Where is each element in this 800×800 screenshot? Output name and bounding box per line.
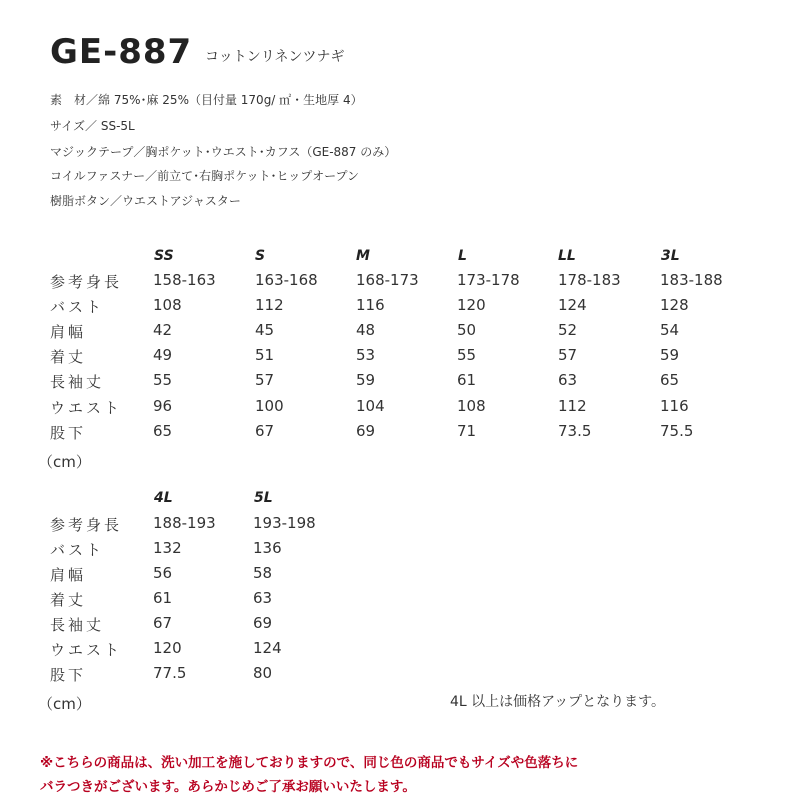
table-cell: 55 <box>153 371 173 389</box>
row-label-waist: ウエスト <box>50 641 123 659</box>
row-label-sleeve: 長袖丈 <box>50 616 105 634</box>
row-label-height: 参考身長 <box>50 273 123 291</box>
spec-zipper: コイルファスナー／前立て･右胸ポケット･ヒップオープン <box>50 169 360 183</box>
table-cell: 54 <box>660 321 680 339</box>
table-cell: 108 <box>457 397 486 415</box>
table-cell: 59 <box>660 346 680 364</box>
table-cell: 120 <box>153 639 182 657</box>
table-cell: 61 <box>153 589 173 607</box>
table-cell: 75.5 <box>660 422 694 440</box>
table-cell: 80 <box>253 664 273 682</box>
table-cell: 128 <box>660 296 689 314</box>
size-header-5l: 5L <box>254 490 273 506</box>
table-cell: 45 <box>255 321 275 339</box>
unit-label: （cm） <box>38 695 91 713</box>
table-cell: 52 <box>558 321 578 339</box>
size-header-m: M <box>356 248 370 264</box>
row-label-bust: バスト <box>50 541 105 559</box>
table-cell: 69 <box>253 614 273 632</box>
table-cell: 100 <box>255 397 284 415</box>
row-label-inseam: 股下 <box>50 666 87 684</box>
row-label-length: 着丈 <box>50 348 87 366</box>
spec-button: 樹脂ボタン／ウエストアジャスター <box>50 194 241 208</box>
spec-velcro: マジックテープ／胸ポケット･ウエスト･カフス（GE-887 のみ） <box>50 145 397 159</box>
row-label-shoulder: 肩幅 <box>50 323 87 341</box>
row-label-height: 参考身長 <box>50 516 123 534</box>
product-name: コットンリネンツナギ <box>205 49 345 65</box>
table-cell: 73.5 <box>558 422 592 440</box>
unit-label: （cm） <box>38 453 91 471</box>
table-cell: 136 <box>253 539 282 557</box>
size-header-l: L <box>458 248 467 264</box>
table-cell: 173-178 <box>457 271 520 289</box>
row-label-inseam: 股下 <box>50 424 87 442</box>
table-cell: 116 <box>660 397 689 415</box>
table-cell: 132 <box>153 539 182 557</box>
spec-size-range: サイズ／ SS-5L <box>50 119 135 133</box>
size-header-ss: SS <box>154 248 174 264</box>
table-cell: 55 <box>457 346 477 364</box>
table-cell: 67 <box>255 422 275 440</box>
size-header-ll: LL <box>558 248 576 264</box>
table-cell: 108 <box>153 296 182 314</box>
notice-line-1: ※こちらの商品は、洗い加工を施しておりますので、同じ色の商品でもサイズや色落ちに <box>40 755 579 771</box>
notice-line-2: バラつきがございます。あらかじめご了承お願いいたします。 <box>40 779 416 795</box>
table-cell: 116 <box>356 296 385 314</box>
table-cell: 124 <box>253 639 282 657</box>
table-cell: 120 <box>457 296 486 314</box>
size-header-s: S <box>255 248 266 264</box>
table-cell: 59 <box>356 371 376 389</box>
table-cell: 168-173 <box>356 271 419 289</box>
row-label-bust: バスト <box>50 298 105 316</box>
table-cell: 63 <box>558 371 578 389</box>
size-header-3l: 3L <box>661 248 680 264</box>
table-cell: 96 <box>153 397 173 415</box>
table-cell: 53 <box>356 346 376 364</box>
table-cell: 193-198 <box>253 514 316 532</box>
table-cell: 63 <box>253 589 273 607</box>
table-cell: 56 <box>153 564 173 582</box>
table-cell: 50 <box>457 321 477 339</box>
table-cell: 57 <box>558 346 578 364</box>
table-cell: 77.5 <box>153 664 187 682</box>
row-label-waist: ウエスト <box>50 399 123 417</box>
table-cell: 51 <box>255 346 275 364</box>
table-cell: 58 <box>253 564 273 582</box>
price-note: 4L 以上は価格アップとなります。 <box>450 694 666 710</box>
table-cell: 124 <box>558 296 587 314</box>
table-cell: 48 <box>356 321 376 339</box>
table-cell: 104 <box>356 397 385 415</box>
table-cell: 163-168 <box>255 271 318 289</box>
table-cell: 42 <box>153 321 173 339</box>
table-cell: 71 <box>457 422 477 440</box>
spec-material: 素 材／綿 75%･麻 25%（目付量 170g/ ㎡・生地厚 4） <box>50 93 363 107</box>
table-cell: 61 <box>457 371 477 389</box>
table-cell: 69 <box>356 422 376 440</box>
table-cell: 158-163 <box>153 271 216 289</box>
table-cell: 183-188 <box>660 271 723 289</box>
row-label-shoulder: 肩幅 <box>50 566 87 584</box>
row-label-length: 着丈 <box>50 591 87 609</box>
table-cell: 112 <box>255 296 284 314</box>
table-cell: 67 <box>153 614 173 632</box>
row-label-sleeve: 長袖丈 <box>50 373 105 391</box>
size-header-4l: 4L <box>154 490 173 506</box>
product-code: GE-887 <box>50 32 193 72</box>
table-cell: 178-183 <box>558 271 621 289</box>
table-cell: 57 <box>255 371 275 389</box>
table-cell: 188-193 <box>153 514 216 532</box>
table-cell: 65 <box>660 371 680 389</box>
table-cell: 65 <box>153 422 173 440</box>
table-cell: 49 <box>153 346 173 364</box>
table-cell: 112 <box>558 397 587 415</box>
